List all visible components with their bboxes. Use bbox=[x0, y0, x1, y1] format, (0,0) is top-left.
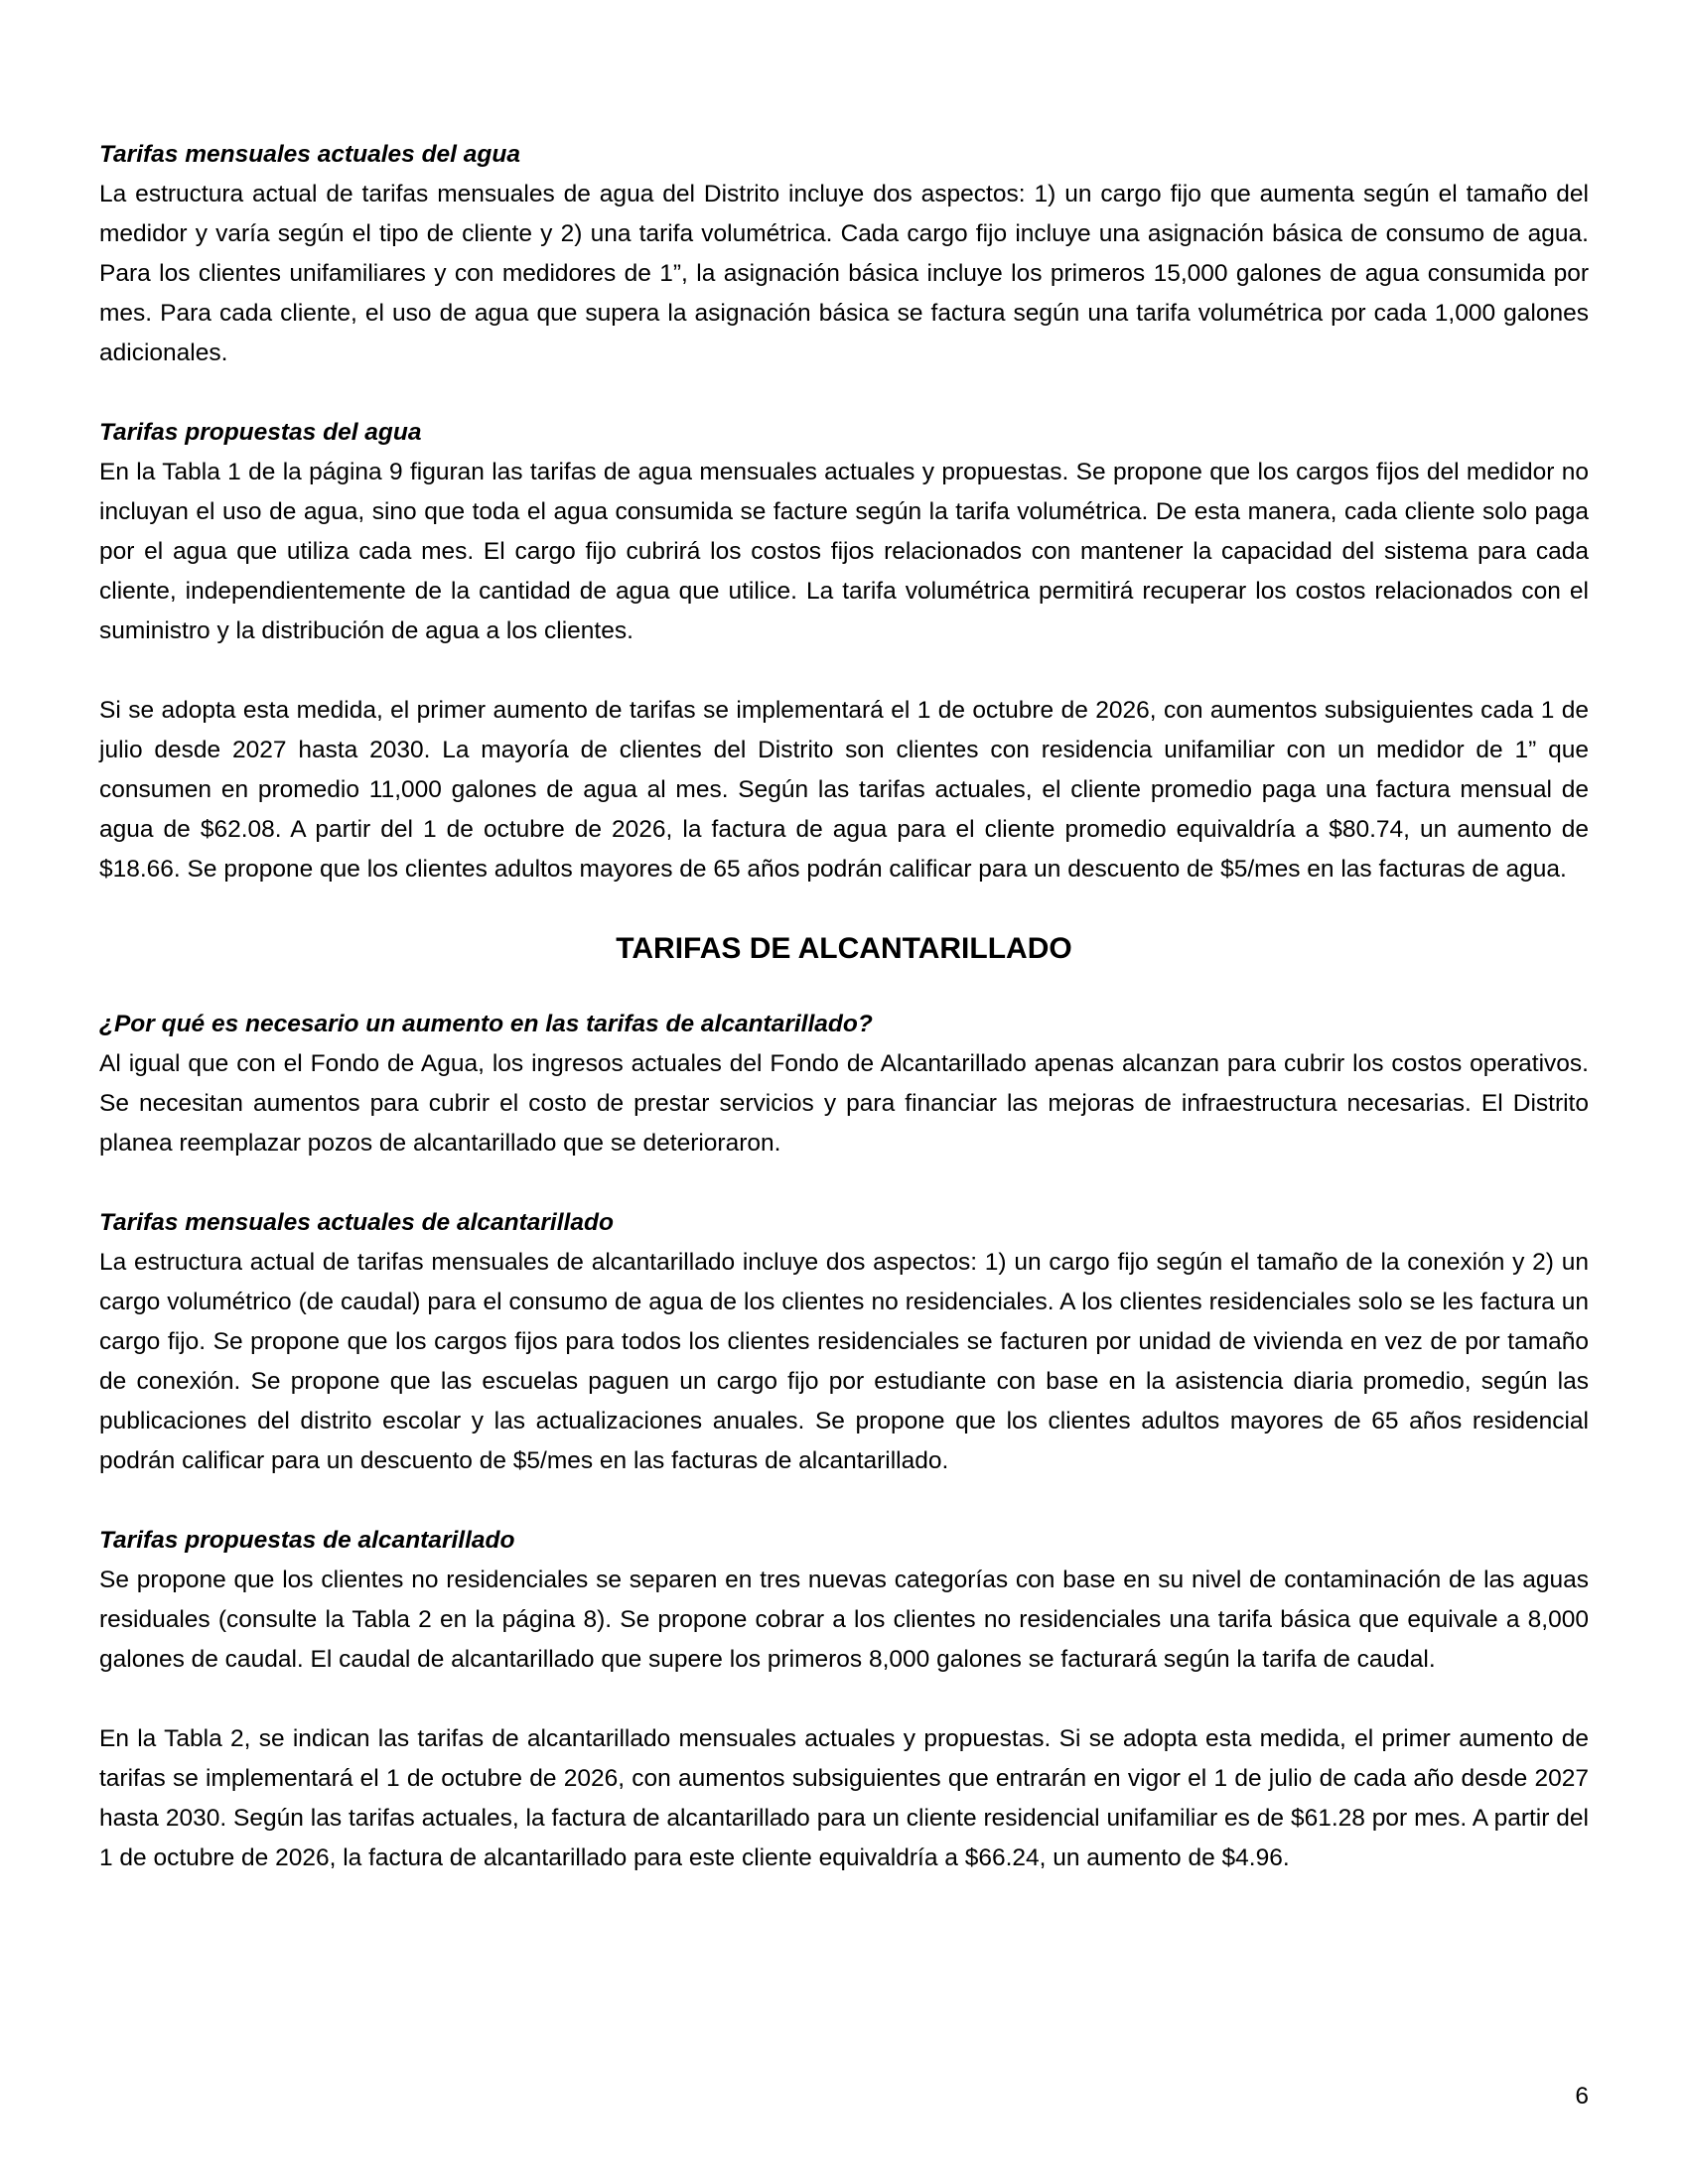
page-content bbox=[99, 135, 1589, 1918]
paragraph: Al igual que con el Fondo de Agua, los ingresos actuales del Fondo de Alcantarillado apenas alcanzan para cubrir los costos operativos. Se necesitan aumentos para cubrir el costo de prestar servicios y para financiar las mejoras de infraestructura necesarias. El Distrito planea reemplazar pozos de alcantarillado que se deterioraron. bbox=[99, 1050, 1589, 1157]
section-heading: Tarifas propuestas del agua bbox=[99, 419, 422, 446]
section-heading: Tarifas mensuales actuales del agua bbox=[99, 141, 520, 168]
section-proposed-sewer-rates bbox=[99, 1521, 1589, 1878]
page-number: 6 bbox=[1575, 2083, 1589, 2110]
main-heading: TARIFAS DE ALCANTARILLADO bbox=[616, 932, 1072, 965]
paragraph: La estructura actual de tarifas mensuales de agua del Distrito incluye dos aspectos: 1) un cargo fijo que aumenta según el tamaño del medidor y varía según el tipo de cliente y 2) una tarifa volumétrica. Cada cargo fijo incluye una asignación básica de consumo de agua. Para los clientes unifamiliares y con medidores de 1”, la asignación básica incluye los primeros 15,000 galones de agua consumida por mes. Para cada cliente, el uso de agua que supera la asignación básica se factura según una tarifa volumétrica por cada 1,000 galones adicionales. bbox=[99, 181, 1589, 366]
paragraph: En la Tabla 1 de la página 9 figuran las tarifas de agua mensuales actuales y propuestas. Se propone que los cargos fijos del medidor no incluyan el uso de agua, sino que toda el agua consumida se facture según la tarifa volumétrica. De esta manera, cada cliente solo paga por el agua que utiliza cada mes. El cargo fijo cubrirá los costos fijos relacionados con mantener la capacidad del sistema para cada cliente, independientemente de la cantidad de agua que utilice. La tarifa volumétrica permitirá recuperar los costos relacionados con el suministro y la distribución de agua a los clientes. bbox=[99, 459, 1589, 644]
section-why-sewer-increase bbox=[99, 1005, 1589, 1163]
section-heading: ¿Por qué es necesario un aumento en las tarifas de alcantarillado? bbox=[99, 1011, 873, 1037]
section-proposed-water-rates bbox=[99, 413, 1589, 889]
section-heading: Tarifas propuestas de alcantarillado bbox=[99, 1527, 515, 1554]
paragraph: La estructura actual de tarifas mensuales de alcantarillado incluye dos aspectos: 1) un cargo fijo según el tamaño de la conexión y 2) un cargo volumétrico (de caudal) para el consumo de agua de los clientes no residenciales. A los clientes residenciales solo se les factura un cargo fijo. Se propone que los cargos fijos para todos los clientes residenciales se facturen por unidad de vivienda en vez de por tamaño de conexión. Se propone que las escuelas paguen un cargo fijo por estudiante con base en la asistencia diaria promedio, según las publicaciones del distrito escolar y las actualizaciones anuales. Se propone que los clientes adultos mayores de 65 años residencial podrán calificar para un descuento de $5/mes en las facturas de alcantarillado. bbox=[99, 1249, 1589, 1474]
paragraph: Se propone que los clientes no residenciales se separen en tres nuevas categorías con base en su nivel de contaminación de las aguas residuales (consulte la Tabla 2 en la página 8). Se propone cobrar a los clientes no residenciales una tarifa básica que equivale a 8,000 galones de caudal. El caudal de alcantarillado que supere los primeros 8,000 galones se facturará según la tarifa de caudal. bbox=[99, 1567, 1589, 1673]
paragraph: Si se adopta esta medida, el primer aumento de tarifas se implementará el 1 de octubre de 2026, con aumentos subsiguientes cada 1 de julio desde 2027 hasta 2030. La mayoría de clientes del Distrito son clientes con residencia unifamiliar con un medidor de 1” que consumen en promedio 11,000 galones de agua al mes. Según las tarifas actuales, el cliente promedio paga una factura mensual de agua de $62.08. A partir del 1 de octubre de 2026, la factura de agua para el cliente promedio equivaldría a $80.74, un aumento de $18.66. Se propone que los clientes adultos mayores de 65 años podrán calificar para un descuento de $5/mes en las facturas de agua. bbox=[99, 697, 1589, 883]
section-current-sewer-rates bbox=[99, 1203, 1589, 1481]
paragraph: En la Tabla 2, se indican las tarifas de alcantarillado mensuales actuales y propuestas. Si se adopta esta medida, el primer aumento de tarifas se implementará el 1 de octubre de 2026, con aumentos subsiguientes que entrarán en vigor el 1 de julio de cada año desde 2027 hasta 2030. Según las tarifas actuales, la factura de alcantarillado para un cliente residencial unifamiliar es de $61.28 por mes. A partir del 1 de octubre de 2026, la factura de alcantarillado para este cliente equivaldría a $66.24, un aumento de $4.96. bbox=[99, 1725, 1589, 1871]
section-heading: Tarifas mensuales actuales de alcantarillado bbox=[99, 1209, 614, 1236]
section-current-water-rates bbox=[99, 135, 1589, 373]
